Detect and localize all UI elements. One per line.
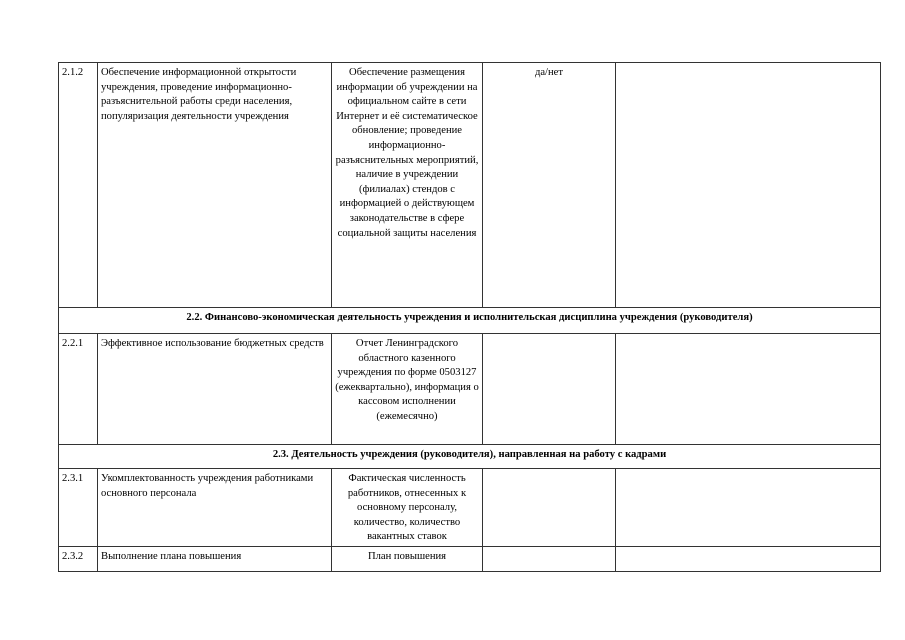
evaluation-criterion: План повышения xyxy=(332,547,483,572)
indicator-value: да/нет xyxy=(483,63,616,308)
note-cell xyxy=(616,334,881,445)
indicator-value xyxy=(483,547,616,572)
table-row xyxy=(59,334,881,445)
item-number: 2.3.1 xyxy=(59,469,98,547)
evaluation-criterion: Отчет Ленинградского областного казенного учреждения по форме 0503127 (ежеквартально), информация о кассовом исполнении (ежемесячно) xyxy=(332,334,483,445)
section-heading: 2.2. Финансово-экономическая деятельность учреждения и исполнительская дисциплина учреждения (руководителя) xyxy=(59,308,881,334)
section-row xyxy=(59,308,881,334)
indicator-name: Обеспечение информационной открытости учреждения, проведение информационно-разъяснительной работы среди населения, популяризация деятельности учреждения xyxy=(98,63,332,308)
item-number: 2.2.1 xyxy=(59,334,98,445)
note-cell xyxy=(616,547,881,572)
evaluation-criterion: Обеспечение размещения информации об учреждении на официальном сайте в сети Интернет и её систематическое обновление; проведение информационно-разъяснительных мероприятий, наличие в учреждении (филиалах) стендов с информацией о действующем законодательстве в сфере социальной защиты населения xyxy=(332,63,483,308)
table-row xyxy=(59,469,881,547)
item-number: 2.3.2 xyxy=(59,547,98,572)
note-cell xyxy=(616,63,881,308)
indicator-value xyxy=(483,334,616,445)
criteria-table xyxy=(58,62,881,572)
item-number: 2.1.2 xyxy=(59,63,98,308)
note-cell xyxy=(616,469,881,547)
table-row xyxy=(59,63,881,308)
table-row xyxy=(59,547,881,572)
indicator-name: Укомплектованность учреждения работниками основного персонала xyxy=(98,469,332,547)
section-heading: 2.3. Деятельность учреждения (руководителя), направленная на работу с кадрами xyxy=(59,445,881,469)
evaluation-criterion: Фактическая численность работников, отнесенных к основному персоналу, количество, количество вакантных ставок xyxy=(332,469,483,547)
indicator-value xyxy=(483,469,616,547)
indicator-name: Выполнение плана повышения xyxy=(98,547,332,572)
indicator-name: Эффективное использование бюджетных средств xyxy=(98,334,332,445)
section-row xyxy=(59,445,881,469)
